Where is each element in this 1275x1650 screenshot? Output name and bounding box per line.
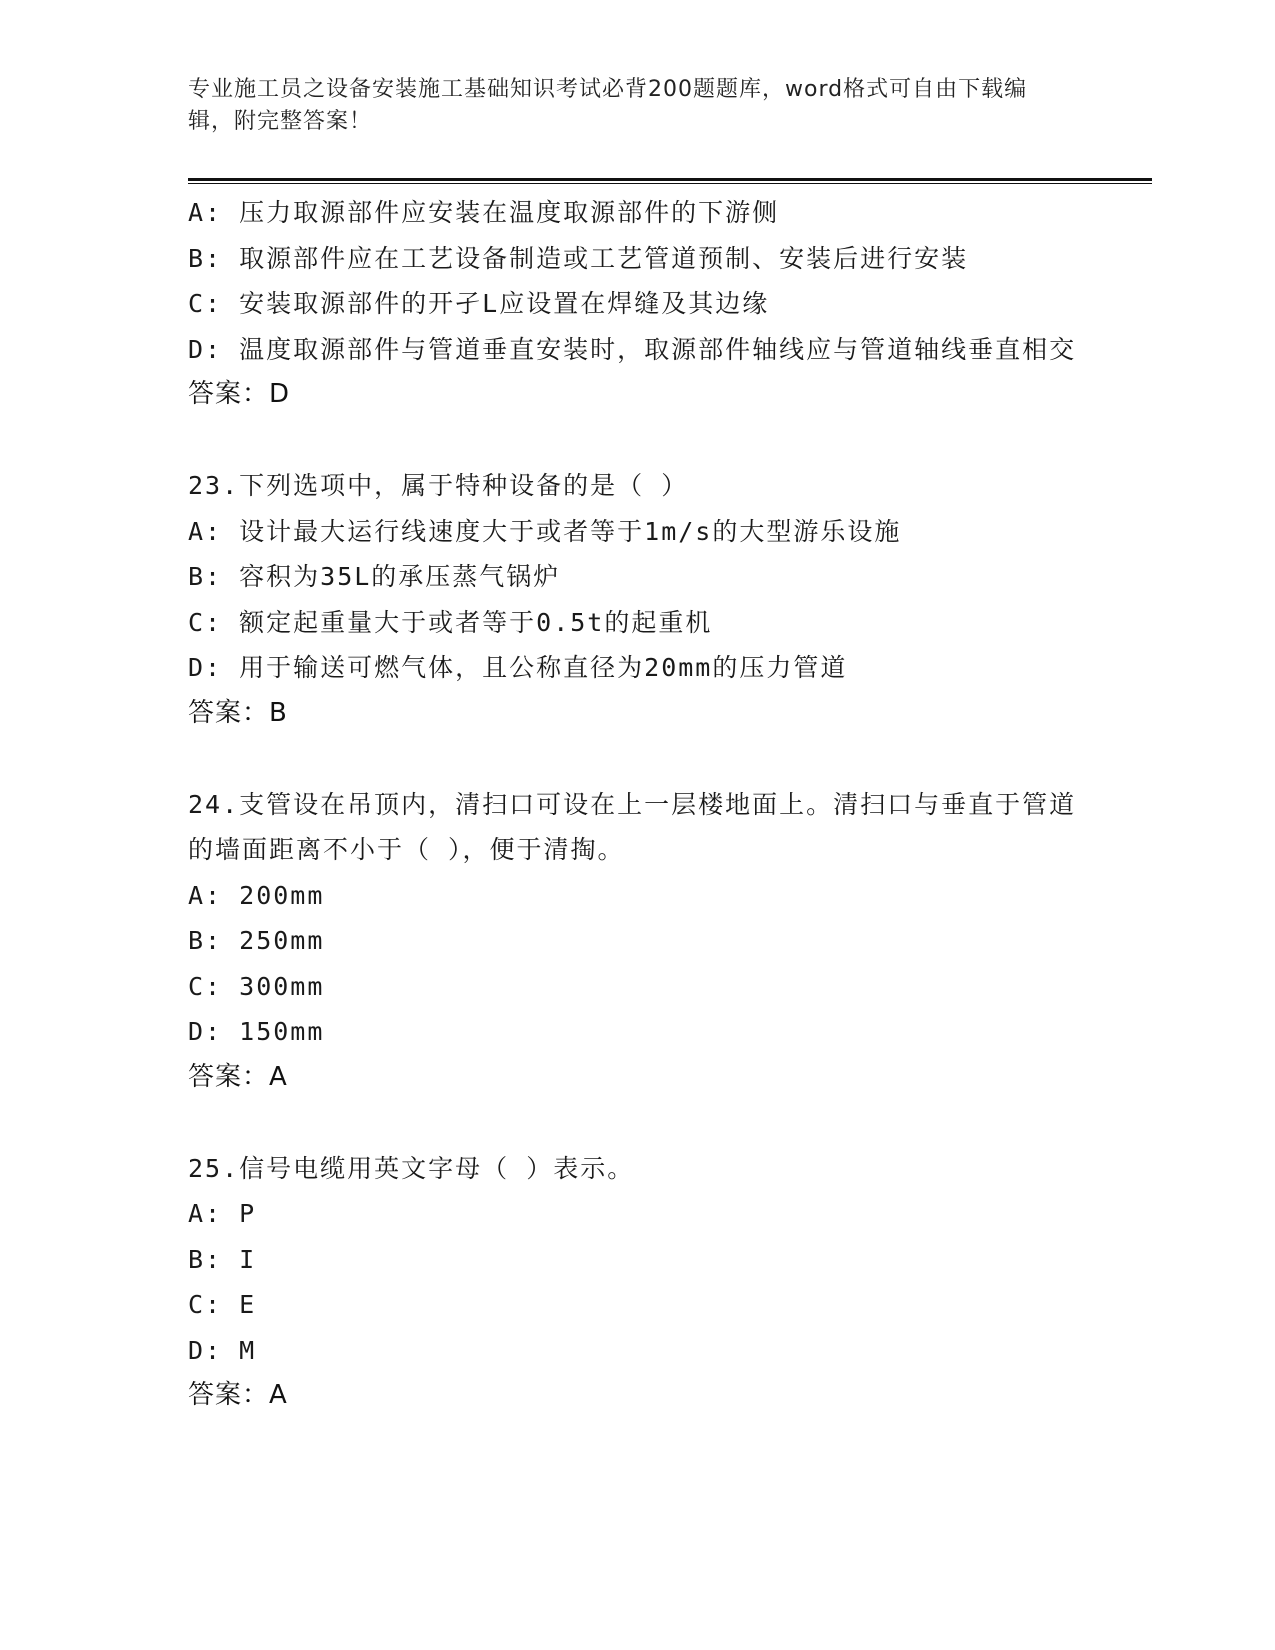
spacer — [188, 736, 1088, 782]
option-b: B: 取源部件应在工艺设备制造或工艺管道预制、安装后进行安装 — [188, 243, 969, 273]
answer-label: 答案：A — [188, 1061, 288, 1092]
option-d: D: 用于输送可燃气体，且公称直径为20mm的压力管道 — [188, 653, 848, 682]
option-c: C: E — [188, 1290, 257, 1319]
question-block-23 — [188, 463, 1088, 736]
question-block-24 — [188, 782, 1088, 1101]
page-header-title: 专业施工员之设备安装施工基础知识考试必背200题题库，word格式可自由下载编辑，附完整答案！ — [188, 77, 1028, 134]
question-block-25 — [188, 1146, 1088, 1419]
spacer — [188, 418, 1088, 464]
spacer — [188, 1100, 1088, 1146]
answer-label: 答案：D — [188, 379, 291, 409]
option-a: A: P — [188, 1199, 257, 1228]
option-c: C: 额定起重量大于或者等于0.5t的起重机 — [188, 607, 713, 637]
option-d: D: M — [188, 1335, 257, 1365]
question-block-22 — [188, 190, 1088, 418]
option-a: A: 压力取源部件应安装在温度取源部件的下游侧 — [188, 198, 780, 227]
question-text: 23.下列选项中，属于特种设备的是（ ） — [188, 471, 689, 500]
option-a: A: 200mm — [188, 880, 325, 910]
answer-label: 答案：A — [188, 1380, 288, 1410]
option-b: B: 容积为35L的承压蒸气锅炉 — [188, 562, 561, 591]
question-text: 24.支管设在吊顶内，清扫口可设在上一层楼地面上。清扫口与垂直于管道的墙面距离不小于（ ），便于清掏。 — [188, 789, 1077, 864]
option-d: D: 温度取源部件与管道垂直安装时，取源部件轴线应与管道轴线垂直相交 — [188, 334, 1077, 364]
question-text: 25.信号电缆用英文字母（ ）表示。 — [188, 1153, 635, 1183]
question-content — [188, 190, 1088, 1419]
option-b: B: 250mm — [188, 926, 325, 955]
option-c: C: 安装取源部件的开孑L应设置在焊缝及其边缘 — [188, 289, 770, 318]
option-a: A: 设计最大运行线速度大于或者等于1m/s的大型游乐设施 — [188, 516, 902, 546]
answer-label: 答案：B — [188, 697, 288, 728]
option-b: B: I — [188, 1244, 257, 1274]
option-d: D: 150mm — [188, 1017, 325, 1046]
header-divider-thin — [188, 183, 1152, 184]
header-divider-thick — [188, 178, 1152, 181]
option-c: C: 300mm — [188, 971, 325, 1001]
